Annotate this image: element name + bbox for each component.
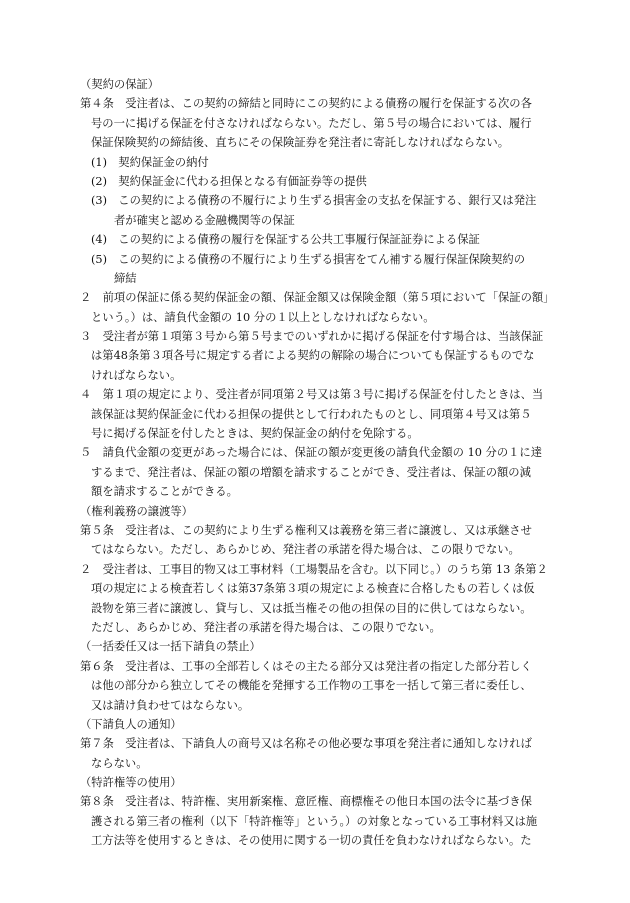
document-line: 保証保険契約の締結後、直ちにその保険証券を発注者に寄託しなければならない。 [91, 136, 509, 150]
document-line: (2) 契約保証金に代わる担保となる有価証券等の提供 [91, 174, 367, 188]
document-line: 者が確実と認める金融機関等の保証 [114, 213, 295, 227]
document-line: （下請負人の通知） [80, 717, 182, 731]
document-line: てはならない。ただし、あらかじめ、発注者の承諾を得た場合は、この限りでない。 [91, 543, 520, 557]
document-line: ５ 請負代金額の変更があった場合には、保証の額が変更後の請負代金額の 10 分の１に達 [80, 446, 543, 460]
document-line: 号に掲げる保証を付したときは、契約保証金の納付を免除する。 [91, 427, 419, 441]
document-line: 工方法等を使用するときは、その使用に関する一切の責任を負わなければならない。た [91, 834, 532, 848]
document-line: ３ 受注者が第１項第３号から第５号までのいずれかに掲げる保証を付す場合は、当該保証 [80, 330, 544, 344]
document-line: (4) この契約による債務の履行を保証する公共工事履行保証証券による保証 [91, 233, 480, 247]
document-line: ２ 受注者は、工事目的物又は工事材料（工場製品を含む。以下同じ。）のうち第 13 条第２ [80, 562, 548, 576]
document-line: 第５条 受注者は、この契約により生ずる権利又は義務を第三者に譲渡し、又は承継させ [80, 523, 532, 537]
document-line: 又は請け負わせてはならない。 [91, 698, 250, 712]
document-line: 第６条 受注者は、工事の全部若しくはその主たる部分又は発注者の指定した部分若しく [80, 659, 532, 673]
document-line: は他の部分から独立してその機能を発揮する工作物の工事を一括して第三者に委任し、 [91, 679, 532, 693]
document-line: という。）は、請負代金額の 10 分の１以上としなければならない。 [91, 310, 435, 324]
document-line: は第48条第３項各号に規定する者による契約の解除の場合についても保証するものでな [91, 349, 535, 363]
document-line: 第７条 受注者は、下請負人の商号又は名称その他必要な事項を発注者に通知しなければ [80, 737, 532, 751]
document-line: ただし、あらかじめ、発注者の承諾を得た場合は、この限りでない。 [91, 620, 441, 634]
document-line: 第４条 受注者は、この契約の締結と同時にこの契約による債務の履行を保証する次の各 [80, 97, 532, 111]
document-line: （契約の保証） [80, 78, 160, 91]
document-line: 号の一に掲げる保証を付さなければならない。ただし、第５号の場合においては、履行 [91, 116, 532, 130]
document-line: (1) 契約保証金の納付 [91, 155, 209, 169]
document-line: 護される第三者の権利（以下「特許権等」という。）の対象となっている工事材料又は施 [91, 814, 538, 828]
document-line: 額を請求することができる。 [91, 485, 238, 499]
document-line: 項の規定による検査若しくは第37条第３項の規定による検査に合格したもの若しくは仮 [91, 582, 535, 596]
document-line: (5) この契約による債務の不履行により生ずる損害をてん補する履行保証保険契約の [91, 252, 525, 266]
document-line: （権利義務の譲渡等） [80, 504, 193, 518]
document-line: ならない。 [91, 756, 148, 770]
document-line: 第８条 受注者は、特許権、実用新案権、意匠権、商標権その他日本国の法令に基づき保 [80, 795, 532, 809]
document-line: 締結 [114, 271, 137, 285]
document-line: （一括委任又は一括下請負の禁止） [80, 640, 261, 654]
document-line: (3) この契約による債務の不履行により生ずる損害金の支払を保証する、銀行又は発注 [91, 194, 537, 208]
document-line: ４ 第１項の規定により、受注者が同項第２号又は第３号に掲げる保証を付したときは、当 [80, 388, 544, 402]
document-line: （特許権等の使用） [80, 776, 182, 790]
document-line: 設物を第三者に譲渡し、貸与し、又は抵当権その他の担保の目的に供してはならない。 [91, 601, 532, 615]
document-line: するまで、発注者は、保証の額の増額を請求することができ、受注者は、保証の額の減 [91, 465, 531, 479]
document-line: ければならない。 [91, 368, 182, 382]
document-line: 該保証は契約保証金に代わる担保の提供として行われたものとし、同項第４号又は第５ [91, 407, 532, 421]
contract-document-page [80, 75, 553, 851]
document-line: ２ 前項の保証に係る契約保証金の額、保証金額又は保険金額（第５項において「保証の額」 [80, 291, 555, 305]
